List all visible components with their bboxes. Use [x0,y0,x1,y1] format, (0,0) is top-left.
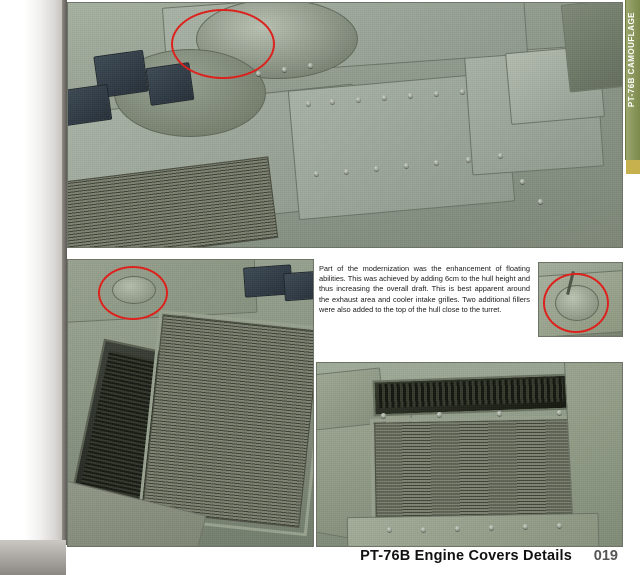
photo-grain [539,263,622,336]
section-tab-accent [626,160,640,174]
caption-text-block [316,260,534,355]
page-number: 019 [593,548,618,564]
page-footer [0,548,640,573]
photo-grille-closeup [316,362,623,547]
photo-filler-cap-closeup [538,262,623,337]
photo-grain [317,363,622,546]
page-spine-gutter [0,0,66,575]
photo-rear-deck-overview [67,2,623,248]
photo-engine-deck-angled [67,259,314,547]
photo-grain [68,3,622,247]
section-tab [625,0,640,160]
body-paragraph: Part of the modernization was the enhancement of floating abilities. This was achieved by adding 6cm to the hull height and thus increasing the overall draft. This is best apparent around the exhaust area and cooler intake grilles. Two additional fillers were also added to the top of the hull close to the turret. [319,264,530,314]
section-tab-label: PT-76B CAMOUFLAGE [627,12,636,108]
photo-grain [68,260,313,546]
footer-title: PT-76B Engine Covers Details [360,548,572,564]
